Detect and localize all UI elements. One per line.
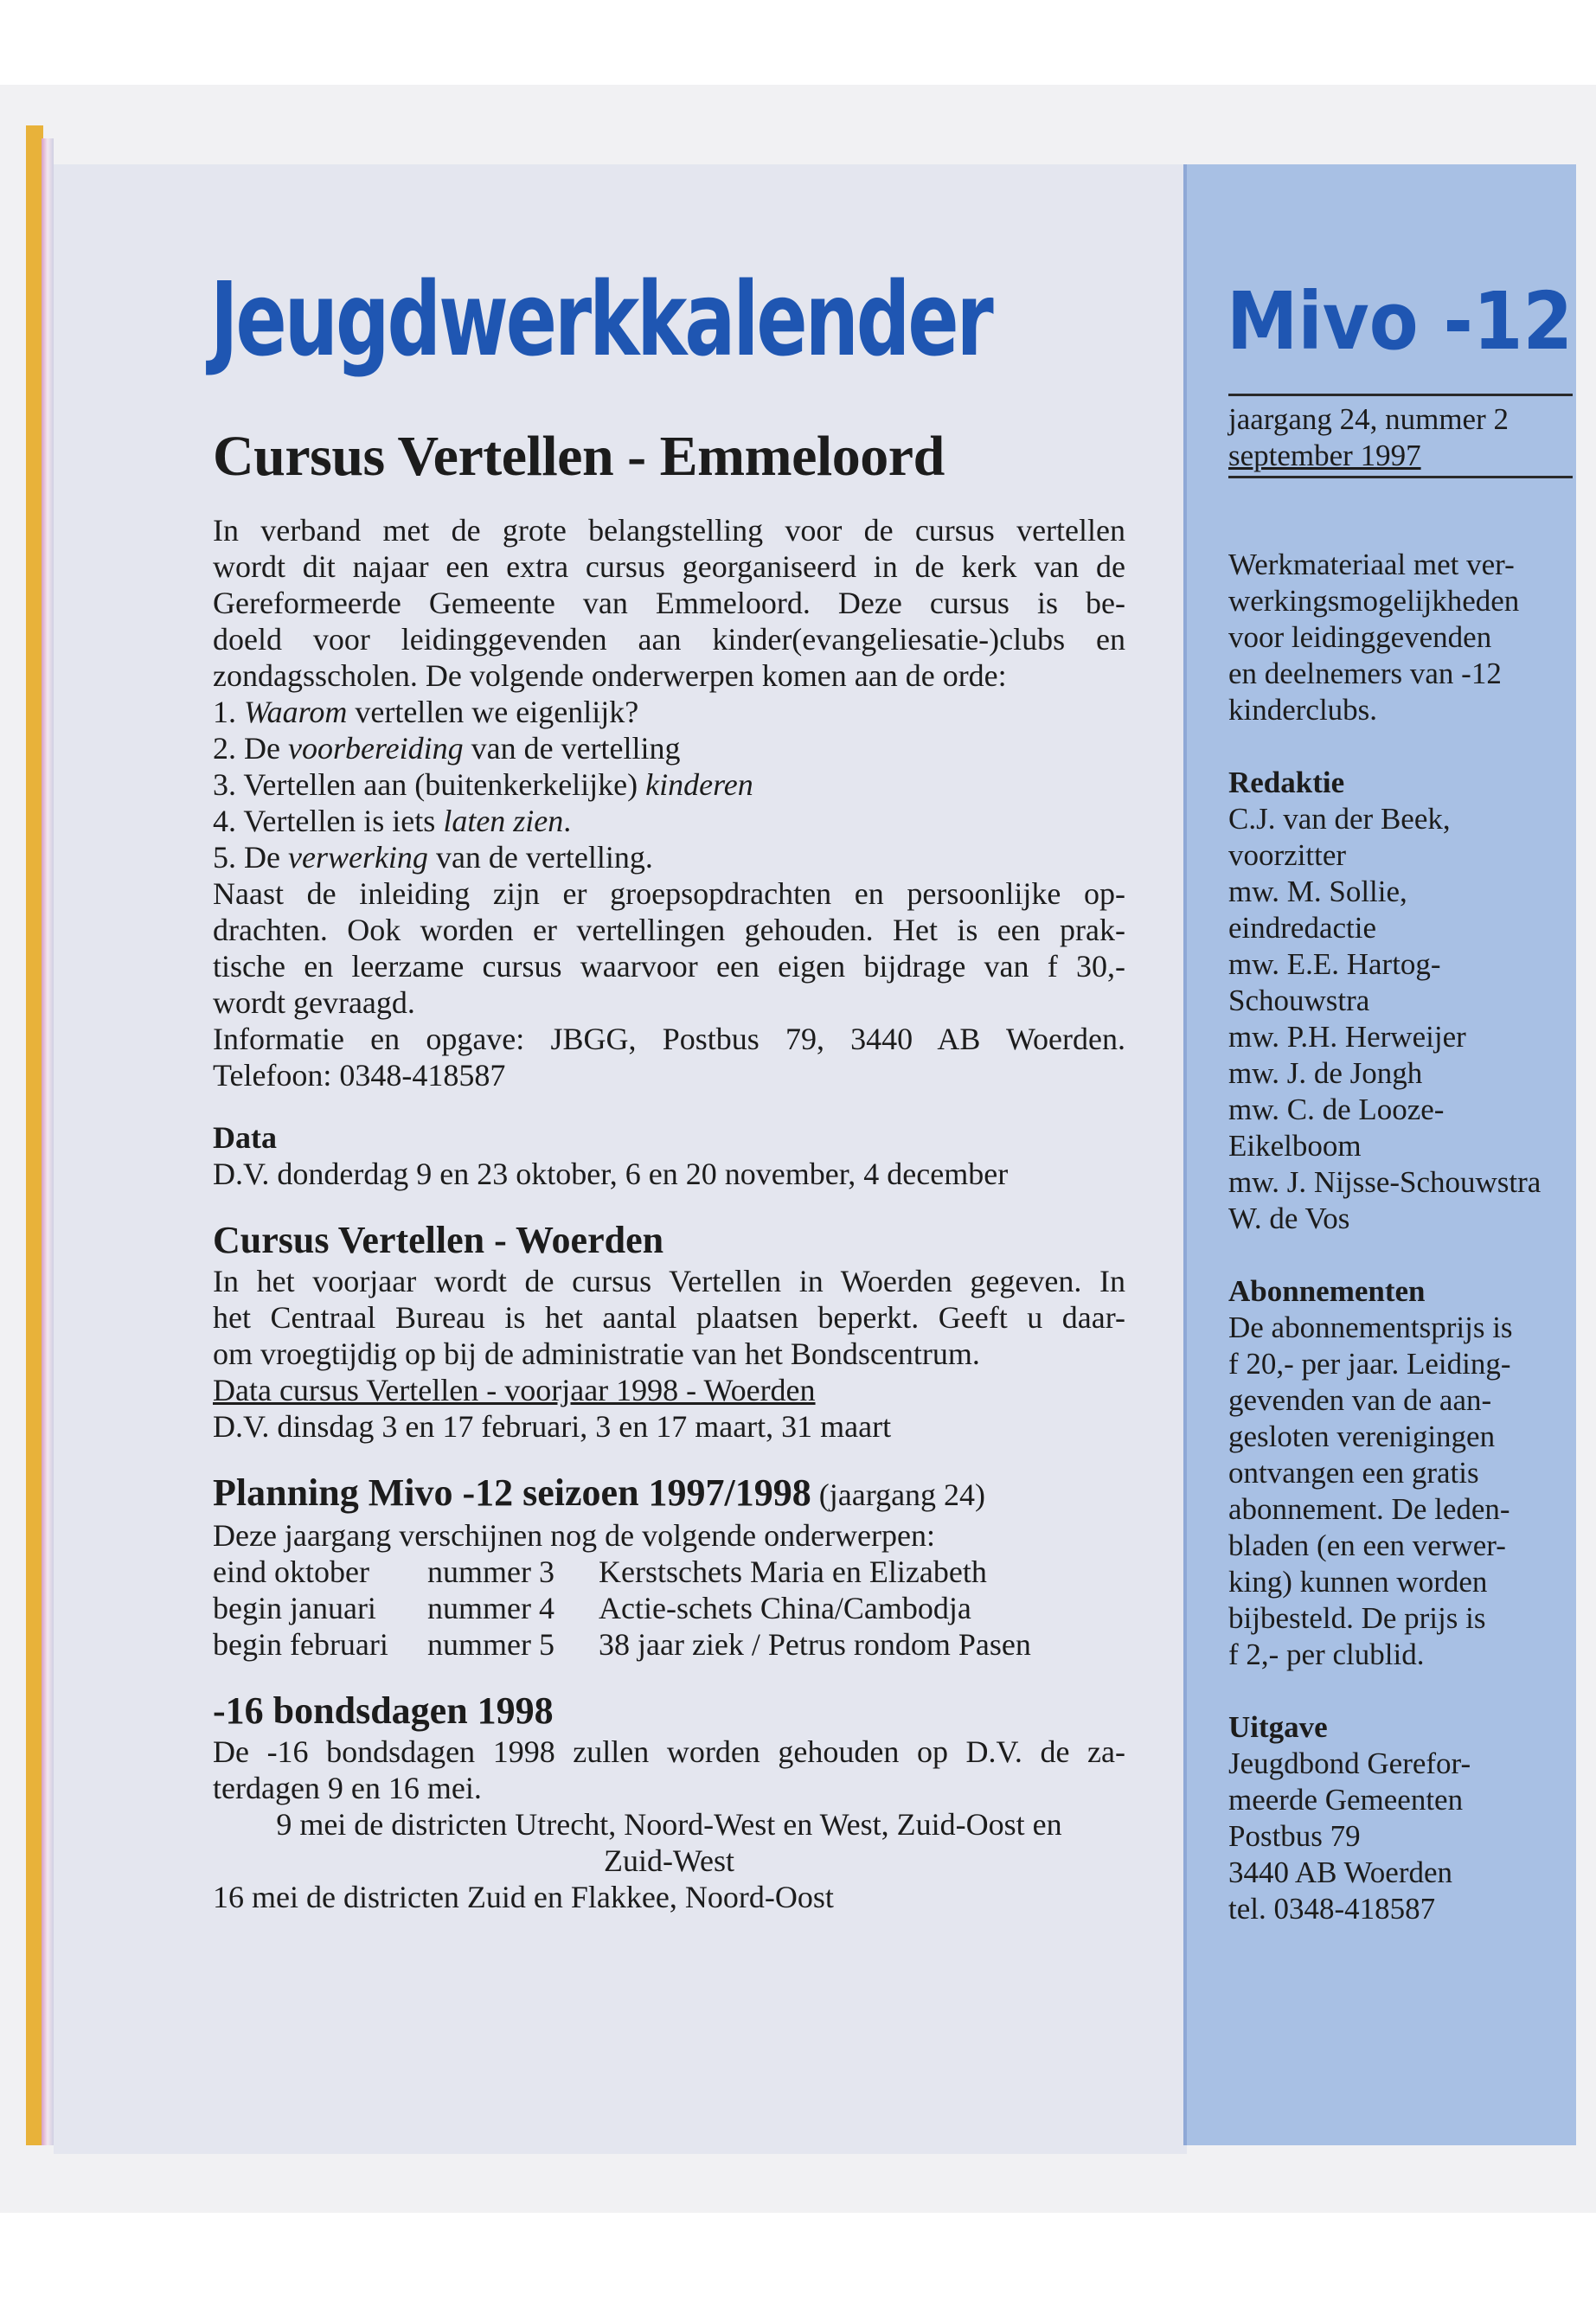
emmeloord-intro-line: Gereformeerde Gemeente van Emmeloord. Deze cursus is be- xyxy=(213,586,1125,620)
abonnementen-line: abonnement. De leden- xyxy=(1228,1492,1510,1526)
uitgave-line: 3440 AB Woerden xyxy=(1228,1856,1453,1889)
schedule-topic: 38 jaar ziek / Petrus rondom Pasen xyxy=(599,1627,1031,1662)
schedule-topic: Kerstschets Maria en Elizabeth xyxy=(599,1554,987,1589)
issue-info xyxy=(1228,401,1574,474)
sidebar-description xyxy=(1228,547,1574,1927)
redaktie-line: eindredactie xyxy=(1228,911,1377,945)
bondsdagen-districts-1b: Zuid-West xyxy=(603,1843,735,1878)
uitgave-line: tel. 0348-418587 xyxy=(1228,1892,1436,1926)
woerden-body-line: In het voorjaar wordt de cursus Vertellen in Woerden gegeven. In xyxy=(213,1264,1125,1298)
woerden-heading: Cursus Vertellen - Woerden xyxy=(213,1219,664,1261)
redaktie-line: mw. M. Sollie, xyxy=(1228,875,1407,908)
schedule-number: nummer 3 xyxy=(427,1554,554,1589)
description-line: kinderclubs. xyxy=(1228,693,1378,727)
abonnementen-line: gesloten verenigingen xyxy=(1228,1420,1496,1453)
schedule-number: nummer 4 xyxy=(427,1591,554,1625)
uitgave-line: Postbus 79 xyxy=(1228,1819,1361,1853)
page-edges xyxy=(42,138,54,2145)
abonnementen-line: De abonnementsprijs is xyxy=(1228,1311,1513,1344)
woerden-body-line: het Centraal Bureau is het aantal plaatsen beperkt. Geeft u daar- xyxy=(213,1300,1125,1335)
emmeloord-intro-line: doeld voor leidinggevenden aan kinder(evangeliesatie-)clubs en xyxy=(213,622,1125,657)
uitgave-label: Uitgave xyxy=(1228,1710,1328,1744)
emmeloord-info: Informatie en opgave: JBGG, Postbus 79, 3440 AB Woerden. xyxy=(213,1022,1125,1056)
issue-number: jaargang 24, nummer 2 xyxy=(1228,402,1509,436)
redaktie-line: Eikelboom xyxy=(1228,1129,1362,1163)
planning-schedule xyxy=(213,1554,1125,1663)
abonnementen-line: bladen (en een verwer- xyxy=(1228,1529,1506,1562)
emmeloord-dates: D.V. donderdag 9 en 23 oktober, 6 en 20 november, 4 december xyxy=(213,1157,1009,1191)
woerden-dates: D.V. dinsdag 3 en 17 februari, 3 en 17 maart, 31 maart xyxy=(213,1409,892,1444)
uitgave-line: meerde Gemeenten xyxy=(1228,1783,1464,1817)
emmeloord-body-line: drachten. Ook worden er vertellingen gehouden. Het is een prak- xyxy=(213,913,1125,947)
topic-item: 2. De voorbereiding van de vertelling xyxy=(213,731,681,766)
main-content xyxy=(213,422,1125,1915)
emmeloord-intro-line: In verband met de grote belangstelling voor de cursus vertellen xyxy=(213,513,1125,548)
emmeloord-body-line: wordt gevraagd. xyxy=(213,985,415,1020)
emmeloord-intro-line: zondagsscholen. De volgende onderwerpen komen aan de orde: xyxy=(213,658,1007,693)
abonnementen-line: king) kunnen worden xyxy=(1228,1565,1488,1599)
redaktie-label: Redaktie xyxy=(1228,766,1345,799)
redaktie-line: Schouwstra xyxy=(1228,984,1370,1017)
issue-date: september 1997 xyxy=(1228,439,1421,472)
emmeloord-heading: Cursus Vertellen - Emmeloord xyxy=(213,425,945,488)
schedule-number: nummer 5 xyxy=(427,1627,554,1662)
redaktie-line: mw. J. Nijsse-Schouwstra xyxy=(1228,1165,1542,1199)
emmeloord-body-line: Naast de inleiding zijn er groepsopdrachten en persoonlijke op- xyxy=(213,876,1125,911)
woerden-data-heading: Data cursus Vertellen - voorjaar 1998 - Woerden xyxy=(213,1373,816,1407)
magazine-title: Mivo -12 xyxy=(1227,275,1574,368)
abonnementen-line: bijbesteld. De prijs is xyxy=(1228,1601,1486,1635)
abonnementen-line: f 20,- per jaar. Leiding- xyxy=(1228,1347,1511,1381)
abonnementen-label: Abonnementen xyxy=(1228,1274,1426,1308)
schedule-topic: Actie-schets China/Cambodja xyxy=(599,1591,971,1625)
topic-item: 1. Waarom vertellen we eigenlijk? xyxy=(213,695,639,729)
uitgave-line: Jeugdbond Gerefor- xyxy=(1228,1747,1471,1780)
topic-item: 4. Vertellen is iets laten zien. xyxy=(213,804,572,838)
masthead-title: Jeugdwerkkalender xyxy=(210,260,991,379)
schedule-period: begin januari xyxy=(213,1591,376,1625)
bondsdagen-body: De -16 bondsdagen 1998 zullen worden gehouden op D.V. de za- xyxy=(213,1734,1125,1769)
bondsdagen-body: terdagen 9 en 16 mei. xyxy=(213,1771,482,1805)
planning-heading: Planning Mivo -12 seizoen 1997/1998 (jaargang 24) xyxy=(213,1471,986,1514)
redaktie-line: mw. C. de Looze- xyxy=(1228,1093,1445,1126)
sidebar-rule-top xyxy=(1228,394,1573,396)
bondsdagen-heading: -16 bondsdagen 1998 xyxy=(213,1689,554,1732)
abonnementen-line: f 2,- per clublid. xyxy=(1228,1638,1425,1671)
schedule-period: begin februari xyxy=(213,1627,388,1662)
redaktie-line: W. de Vos xyxy=(1228,1202,1350,1235)
redaktie-line: C.J. van der Beek, xyxy=(1228,802,1451,836)
description-line: werkingsmogelijkheden xyxy=(1228,584,1520,618)
binder-spine xyxy=(26,125,43,2145)
abonnementen-line: ontvangen een gratis xyxy=(1228,1456,1479,1490)
schedule-period: eind oktober xyxy=(213,1554,369,1589)
redaktie-line: mw. E.E. Hartog- xyxy=(1228,947,1441,981)
description-line: voor leidinggevenden xyxy=(1228,620,1492,654)
redaktie-line: mw. J. de Jongh xyxy=(1228,1056,1423,1090)
data-label: Data xyxy=(213,1120,277,1155)
topic-item: 5. De verwerking van de vertelling. xyxy=(213,840,653,875)
bondsdagen-districts-1: 9 mei de districten Utrecht, Noord-West en West, Zuid-Oost en xyxy=(276,1807,1062,1842)
planning-intro: Deze jaargang verschijnen nog de volgende onderwerpen: xyxy=(213,1518,935,1553)
emmeloord-intro-line: wordt dit najaar een extra cursus georganiseerd in de kerk van de xyxy=(213,549,1125,584)
emmeloord-body-line: tische en leerzame cursus waarvoor een eigen bijdrage van f 30,- xyxy=(213,949,1125,984)
topic-item: 3. Vertellen aan (buitenkerkelijke) kinderen xyxy=(213,767,753,802)
abonnementen-line: gevenden van de aan- xyxy=(1228,1383,1492,1417)
bondsdagen-districts-2: 16 mei de districten Zuid en Flakkee, Noord-Oost xyxy=(213,1880,834,1914)
description-line: Werkmateriaal met ver- xyxy=(1228,548,1515,581)
redaktie-line: voorzitter xyxy=(1228,838,1347,872)
emmeloord-phone: Telefoon: 0348-418587 xyxy=(213,1058,506,1093)
sidebar-rule-bottom xyxy=(1228,476,1573,478)
description-line: en deelnemers van -12 xyxy=(1228,657,1502,690)
redaktie-line: mw. P.H. Herweijer xyxy=(1228,1020,1466,1054)
woerden-body-line: om vroegtijdig op bij de administratie van het Bondscentrum. xyxy=(213,1336,980,1371)
